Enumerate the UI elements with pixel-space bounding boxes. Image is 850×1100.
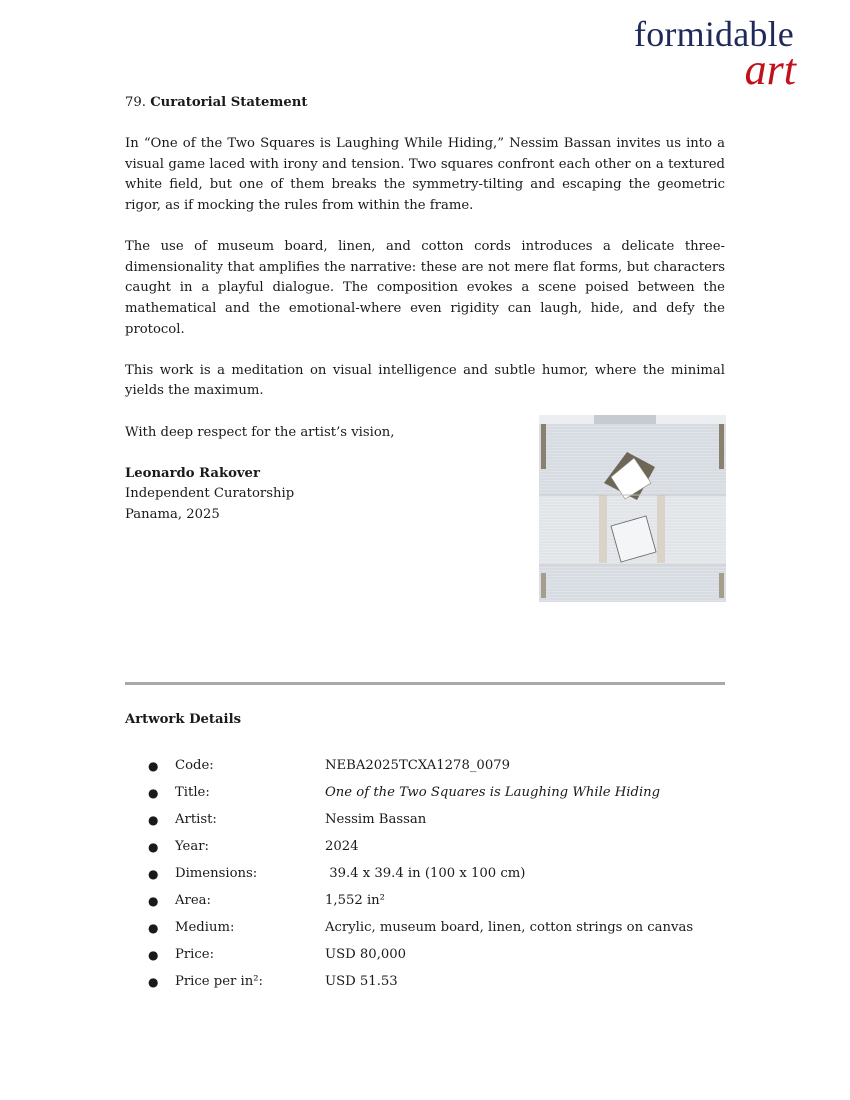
bullet-icon: ● — [148, 785, 159, 800]
detail-label: Year: — [175, 839, 209, 854]
detail-price-per-in2 — [148, 968, 748, 995]
detail-dimensions — [148, 860, 748, 887]
bullet-icon: ● — [148, 812, 159, 827]
detail-code — [148, 752, 748, 779]
bullet-icon: ● — [148, 893, 159, 908]
bullet-icon: ● — [148, 974, 159, 989]
section-divider — [125, 682, 725, 685]
bullet-icon: ● — [148, 839, 159, 854]
artwork-details-list — [148, 752, 748, 995]
detail-medium — [148, 914, 748, 941]
detail-label: Area: — [175, 893, 211, 908]
detail-value: Nessim Bassan — [325, 812, 427, 827]
detail-label: Price per in²: — [175, 974, 263, 989]
statement-paragraph-1: In “One of the Two Squares is Laughing While Hiding,” Nessim Bassan invites us into a visual game laced with irony and tension. Two squares confront each other on a textured white field, but one of them breaks the symmetry-tilting and escaping the geometric rigor, as if mocking the rules from within the frame. — [125, 136, 725, 213]
detail-title — [148, 779, 748, 806]
detail-value: Acrylic, museum board, linen, cotton strings on canvas — [325, 920, 694, 935]
detail-label: Price: — [175, 947, 215, 962]
statement-paragraph-2: The use of museum board, linen, and cotton cords introduces a delicate three-dimensionality that amplifies the narrative: these are not mere flat forms, but characters caught in a playful dialogue. The composition evokes a scene poised between the mathematical and the emotional-where even rigidity can laugh, hide, and defy the protocol. — [125, 239, 725, 337]
brand-logo — [634, 14, 796, 94]
detail-value: One of the Two Squares is Laughing While Hiding — [325, 785, 661, 800]
logo-art: art — [744, 45, 796, 94]
detail-value: 39.4 x 39.4 in (100 x 100 cm) — [325, 866, 526, 881]
artwork-image — [539, 415, 726, 602]
detail-label: Medium: — [175, 920, 235, 935]
detail-label: Title: — [175, 785, 210, 800]
detail-area — [148, 887, 748, 914]
statement-heading — [125, 93, 725, 114]
detail-value: 1,552 in² — [325, 893, 385, 908]
logo-wordmark: formidable — [634, 14, 794, 54]
detail-price — [148, 941, 748, 968]
statement-title: Curatorial Statement — [150, 95, 308, 110]
artwork-details-title: Artwork Details — [125, 712, 242, 727]
statement-number: 79. — [125, 95, 146, 110]
detail-label: Dimensions: — [175, 866, 258, 881]
detail-value: USD 51.53 — [325, 974, 398, 989]
detail-artist — [148, 806, 748, 833]
detail-label: Code: — [175, 758, 214, 773]
detail-year — [148, 833, 748, 860]
detail-label: Artist: — [175, 812, 217, 827]
bullet-icon: ● — [148, 920, 159, 935]
statement-paragraph-3: This work is a meditation on visual intelligence and subtle humor, where the minimal yields the maximum. — [125, 362, 725, 399]
signature-role: Independent Curatorship — [125, 486, 295, 502]
detail-value: 2024 — [325, 839, 359, 854]
statement-closing: With deep respect for the artist’s vision, — [125, 424, 395, 440]
bullet-icon: ● — [148, 947, 159, 962]
bullet-icon: ● — [148, 758, 159, 773]
detail-value: NEBA2025TCXA1278_0079 — [325, 758, 510, 773]
signature-name: Leonardo Rakover — [125, 465, 260, 481]
detail-value: USD 80,000 — [325, 947, 407, 962]
signature-place: Panama, 2025 — [125, 506, 220, 522]
bullet-icon: ● — [148, 866, 159, 881]
